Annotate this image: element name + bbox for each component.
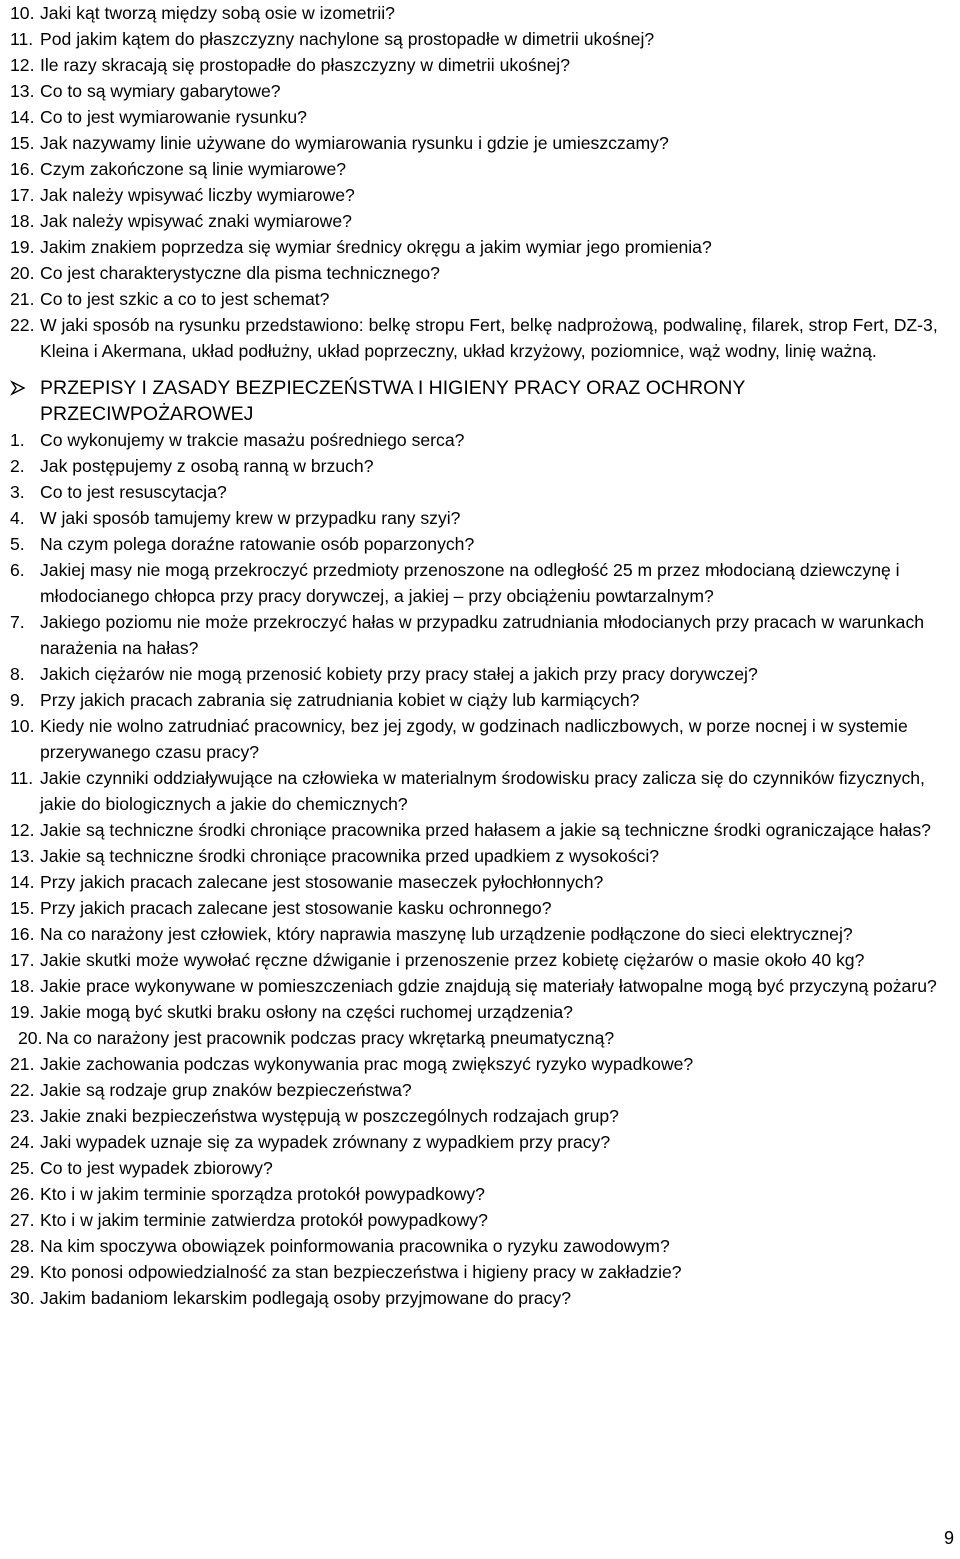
item-number: 30. bbox=[10, 1288, 35, 1308]
item-number: 22. bbox=[10, 1080, 35, 1100]
item-number: 17. bbox=[10, 950, 35, 970]
list-item bbox=[10, 130, 950, 156]
list-item bbox=[10, 999, 950, 1025]
item-text: Jakim znakiem poprzedza się wymiar średnicy okręgu a jakim wymiar jego promienia? bbox=[40, 237, 712, 257]
list-item bbox=[10, 687, 950, 713]
item-number: 4. bbox=[10, 508, 25, 528]
list-item bbox=[10, 0, 950, 26]
item-number: 11. bbox=[10, 768, 34, 788]
list-item bbox=[10, 817, 950, 843]
item-number: 20. bbox=[10, 263, 35, 283]
item-text: Jakie zachowania podczas wykonywania prac mogą zwiększyć ryzyko wypadkowe? bbox=[40, 1054, 694, 1074]
list-item bbox=[10, 453, 950, 479]
list-item bbox=[10, 661, 950, 687]
item-text: Jakie znaki bezpieczeństwa występują w poszczególnych rodzajach grup? bbox=[40, 1106, 619, 1126]
list-item bbox=[10, 1207, 950, 1233]
item-number: 26. bbox=[10, 1184, 35, 1204]
item-number: 28. bbox=[10, 1236, 35, 1256]
list-item bbox=[10, 1077, 950, 1103]
item-number: 21. bbox=[10, 289, 35, 309]
item-text: Co to jest szkic a co to jest schemat? bbox=[40, 289, 330, 309]
item-number: 18. bbox=[10, 211, 35, 231]
list-item bbox=[10, 1233, 950, 1259]
item-number: 6. bbox=[10, 560, 25, 580]
list-item bbox=[10, 869, 950, 895]
item-number: 17. bbox=[10, 185, 35, 205]
list-item bbox=[10, 286, 950, 312]
item-number: 16. bbox=[10, 924, 35, 944]
list-item bbox=[10, 1285, 950, 1311]
item-text: Co to są wymiary gabarytowe? bbox=[40, 81, 281, 101]
list-item bbox=[10, 973, 950, 999]
item-text: Jakie skutki może wywołać ręczne dźwiganie i przenoszenie przez kobietę ciężarów o masie około 40 kg? bbox=[40, 950, 865, 970]
item-number: 19. bbox=[10, 237, 35, 257]
item-text: W jaki sposób na rysunku przedstawiono: belkę stropu Fert, belkę nadprożową, podwalinę, filarek, strop Fert, DZ-3, Kleina i Akermana, układ podłużny, układ poprzeczny, układ krzyżowy, poziomnice, wąż wodny, linię ważną. bbox=[40, 315, 938, 361]
item-number: 24. bbox=[10, 1132, 35, 1152]
item-text: Jak należy wpisywać znaki wymiarowe? bbox=[40, 211, 352, 231]
item-text: Jakie są rodzaje grup znaków bezpieczeństwa? bbox=[40, 1080, 412, 1100]
item-text: Jak nazywamy linie używane do wymiarowania rysunku i gdzie je umieszczamy? bbox=[40, 133, 669, 153]
item-text: Jakie są techniczne środki chroniące pracownika przed hałasem a jakie są techniczne środki ograniczające hałas? bbox=[40, 820, 931, 840]
item-number: 13. bbox=[10, 846, 35, 866]
item-number: 23. bbox=[10, 1106, 35, 1126]
list-item bbox=[10, 921, 950, 947]
list-item bbox=[10, 156, 950, 182]
list-item bbox=[10, 947, 950, 973]
item-text: Przy jakich pracach zalecane jest stosowanie maseczek pyłochłonnych? bbox=[40, 872, 604, 892]
item-number: 29. bbox=[10, 1262, 35, 1282]
list-item bbox=[10, 713, 950, 765]
item-text: Na co narażony jest pracownik podczas pracy wkrętarką pneumatyczną? bbox=[46, 1028, 615, 1048]
item-number: 19. bbox=[10, 1002, 35, 1022]
item-text: Kto ponosi odpowiedzialność za stan bezpieczeństwa i higieny pracy w zakładzie? bbox=[40, 1262, 682, 1282]
list-item bbox=[10, 895, 950, 921]
section-heading-text: PRZEPISY I ZASADY BEZPIECZEŃSTWA I HIGIENY PRACY ORAZ OCHRONY PRZECIWPOŻAROWEJ bbox=[40, 377, 746, 425]
list-item bbox=[10, 557, 950, 609]
item-text: Jak postępujemy z osobą ranną w brzuch? bbox=[40, 456, 374, 476]
list-item bbox=[10, 505, 950, 531]
item-number: 10. bbox=[10, 716, 35, 736]
item-text: Jakiego poziomu nie może przekroczyć hałas w przypadku zatrudniania młodocianych przy pracach w warunkach narażenia na hałas? bbox=[40, 612, 925, 658]
item-text: Jakim badaniom lekarskim podlegają osoby przyjmowane do pracy? bbox=[40, 1288, 572, 1308]
item-text: Czym zakończone są linie wymiarowe? bbox=[40, 159, 347, 179]
item-text: Jak należy wpisywać liczby wymiarowe? bbox=[40, 185, 355, 205]
item-number: 27. bbox=[10, 1210, 35, 1230]
item-text: Co to jest wypadek zbiorowy? bbox=[40, 1158, 273, 1178]
item-number: 15. bbox=[10, 898, 35, 918]
item-number: 21. bbox=[10, 1054, 35, 1074]
list-item bbox=[10, 479, 950, 505]
item-number: 9. bbox=[10, 690, 25, 710]
item-text: Przy jakich pracach zalecane jest stosowanie kasku ochronnego? bbox=[40, 898, 552, 918]
page-number: 9 bbox=[943, 1528, 954, 1548]
list-item bbox=[10, 78, 950, 104]
item-text: Ile razy skracają się prostopadłe do płaszczyzny w dimetrii ukośnej? bbox=[40, 55, 571, 75]
list-item bbox=[10, 1025, 950, 1051]
list-item bbox=[10, 26, 950, 52]
item-text: Na kim spoczywa obowiązek poinformowania pracownika o ryzyku zawodowym? bbox=[40, 1236, 670, 1256]
list-item bbox=[10, 234, 950, 260]
item-number: 2. bbox=[10, 456, 25, 476]
list-item bbox=[10, 1259, 950, 1285]
item-number: 3. bbox=[10, 482, 25, 502]
item-number: 12. bbox=[10, 55, 35, 75]
item-number: 5. bbox=[10, 534, 25, 554]
item-text: Jaki kąt tworzą między sobą osie w izometrii? bbox=[40, 3, 395, 23]
item-number: 12. bbox=[10, 820, 35, 840]
item-text: Kto i w jakim terminie sporządza protokół powypadkowy? bbox=[40, 1184, 485, 1204]
list-item bbox=[10, 1129, 950, 1155]
item-number: 8. bbox=[10, 664, 25, 684]
item-text: Kiedy nie wolno zatrudniać pracownicy, bez jej zgody, w godzinach nadliczbowych, w porze nocnej i w systemie przerywanego czasu pracy? bbox=[40, 716, 908, 762]
list-item bbox=[10, 609, 950, 661]
item-text: Na czym polega doraźne ratowanie osób poparzonych? bbox=[40, 534, 475, 554]
item-text: Jakiej masy nie mogą przekroczyć przedmioty przenoszone na odległość 25 m przez młodocianą dziewczynę i młodocianego chłopca przy pracy dorywczej, a jakiej – przy obciążeniu powtarzalnym? bbox=[40, 560, 900, 606]
list-item bbox=[10, 1155, 950, 1181]
item-text: Jakie prace wykonywane w pomieszczeniach gdzie znajdują się materiały łatwopalne mogą być przyczyną pożaru? bbox=[40, 976, 937, 996]
list-item bbox=[10, 1103, 950, 1129]
item-text: Kto i w jakim terminie zatwierdza protokół powypadkowy? bbox=[40, 1210, 488, 1230]
list-item bbox=[10, 104, 950, 130]
list-item bbox=[10, 765, 950, 817]
item-text: Przy jakich pracach zabrania się zatrudniania kobiet w ciąży lub karmiących? bbox=[40, 690, 640, 710]
list-item bbox=[10, 1181, 950, 1207]
list-item bbox=[10, 182, 950, 208]
list-item bbox=[10, 1051, 950, 1077]
list-item bbox=[10, 531, 950, 557]
item-text: Jakie są techniczne środki chroniące pracownika przed upadkiem z wysokości? bbox=[40, 846, 660, 866]
item-text: Jakie czynniki oddziaływujące na człowieka w materialnym środowisku pracy zalicza się do czynników fizycznych, jakie do biologicznych a jakie do chemicznych? bbox=[40, 768, 925, 814]
list-item bbox=[10, 52, 950, 78]
item-number: 18. bbox=[10, 976, 35, 996]
list-item bbox=[10, 260, 950, 286]
item-text: W jaki sposób tamujemy krew w przypadku rany szyi? bbox=[40, 508, 461, 528]
arrowhead-bullet-icon bbox=[10, 375, 40, 427]
item-number: 22. bbox=[10, 315, 35, 335]
item-text: Pod jakim kątem do płaszczyzny nachylone są prostopadłe w dimetrii ukośnej? bbox=[40, 29, 655, 49]
section-heading bbox=[10, 375, 950, 427]
list-item bbox=[10, 843, 950, 869]
item-number: 16. bbox=[10, 159, 35, 179]
item-number: 25. bbox=[10, 1158, 35, 1178]
list-item bbox=[10, 427, 950, 453]
list-item bbox=[10, 312, 950, 364]
item-number: 7. bbox=[10, 612, 25, 632]
question-list bbox=[10, 0, 950, 1311]
item-text: Jakie mogą być skutki braku osłony na części ruchomej urządzenia? bbox=[40, 1002, 573, 1022]
item-number: 14. bbox=[10, 872, 35, 892]
item-number: 1. bbox=[10, 430, 25, 450]
item-text: Co to jest wymiarowanie rysunku? bbox=[40, 107, 307, 127]
item-number: 14. bbox=[10, 107, 35, 127]
item-text: Co to jest resuscytacja? bbox=[40, 482, 227, 502]
item-number: 20. bbox=[18, 1028, 43, 1048]
item-text: Co jest charakterystyczne dla pisma technicznego? bbox=[40, 263, 440, 283]
item-text: Jaki wypadek uznaje się za wypadek zrównany z wypadkiem przy pracy? bbox=[40, 1132, 611, 1152]
item-text: Na co narażony jest człowiek, który naprawia maszynę lub urządzenie podłączone do sieci elektrycznej? bbox=[40, 924, 853, 944]
item-number: 15. bbox=[10, 133, 35, 153]
item-text: Jakich ciężarów nie mogą przenosić kobiety przy pracy stałej a jakich przy pracy dorywczej? bbox=[40, 664, 758, 684]
item-number: 13. bbox=[10, 81, 35, 101]
item-text: Co wykonujemy w trakcie masażu pośredniego serca? bbox=[40, 430, 465, 450]
item-number: 10. bbox=[10, 3, 35, 23]
list-item bbox=[10, 208, 950, 234]
item-number: 11. bbox=[10, 29, 34, 49]
